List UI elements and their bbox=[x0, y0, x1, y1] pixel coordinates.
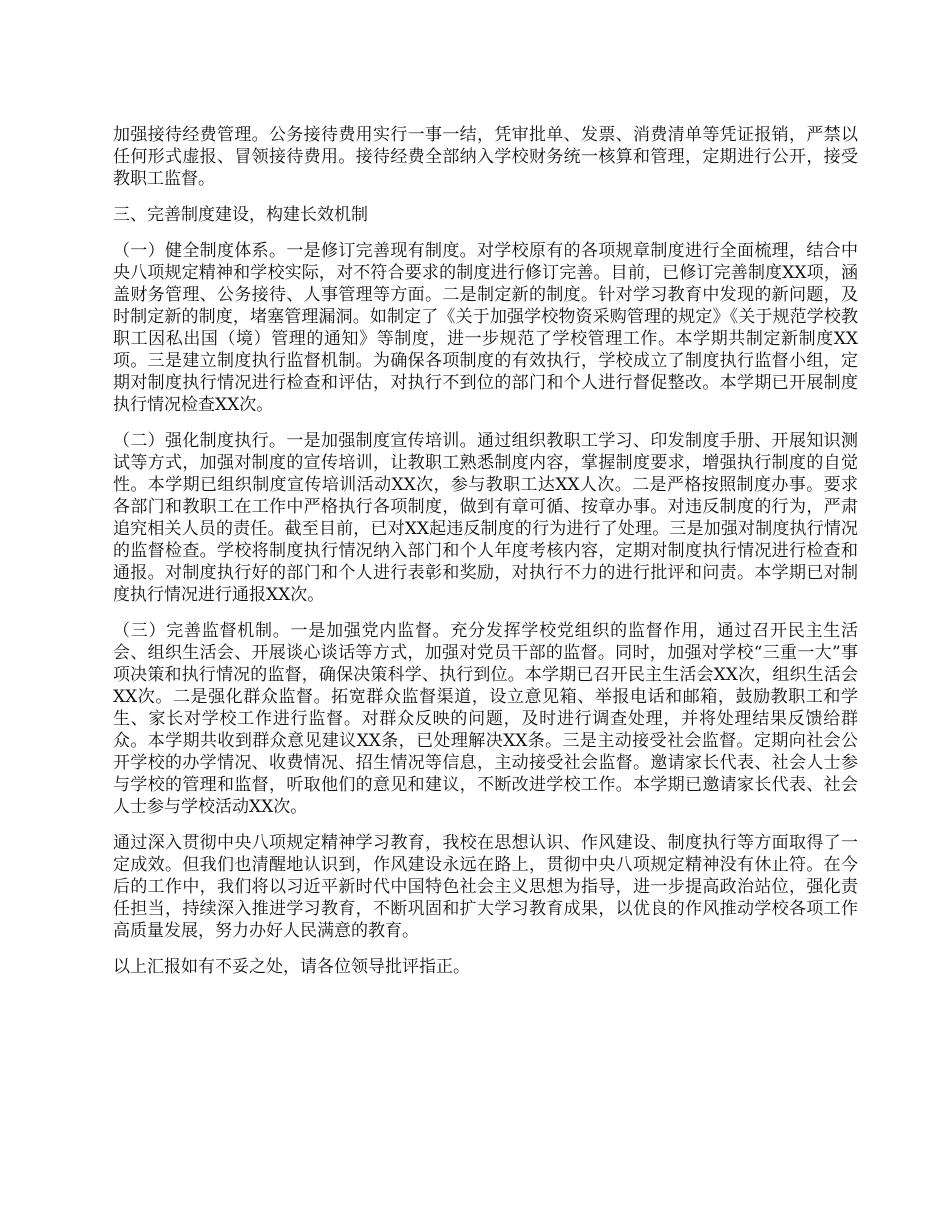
paragraph-system-execution: （二）强化制度执行。一是加强制度宣传培训。通过组织教职工学习、印发制度手册、开展知识测试等方式，加强对制度的宣传培训，让教职工熟悉制度内容，掌握制度要求，增强执行制度的自觉性。本学期已组织制度宣传培训活动XX次，参与教职工达XX人次。二是严格按照制度办事。要求各部门和教职工在工作中严格执行各项制度，做到有章可循、按章办事。对违反制度的行为，严肃追究相关人员的责任。截至目前，已对XX起违反制度的行为进行了处理。三是加强对制度执行情况的监督检查。学校将制度执行情况纳入部门和个人年度考核内容，定期对制度执行情况进行检查和通报。对制度执行好的部门和个人进行表彰和奖励，对执行不力的进行批评和问责。本学期已对制度执行情况进行通报XX次。 bbox=[113, 431, 858, 605]
paragraph-closing-remark: 以上汇报如有不妥之处，请各位领导批评指正。 bbox=[113, 957, 470, 977]
paragraph-reception-funds: 加强接待经费管理。公务接待费用实行一事一结，凭审批单、发票、消费清单等凭证报销，严禁以任何形式虚报、冒领接待费用。接待经费全部纳入学校财务统一核算和管理，定期进行公开，接受教职工监督。 bbox=[113, 125, 858, 189]
paragraph-conclusion: 通过深入贯彻中央八项规定精神学习教育，我校在思想认识、作风建设、制度执行等方面取得了一定成效。但我们也清醒地认识到，作风建设永远在路上，贯彻中央八项规定精神没有休止符。在今后的工作中，我们将以习近平新时代中国特色社会主义思想为指导，进一步提高政治站位，强化责任担当，持续深入推进学习教育，不断巩固和扩大学习教育成果，以优良的作风推动学校各项工作高质量发展，努力办好人民满意的教育。 bbox=[113, 833, 858, 941]
paragraph-supervision-mechanism: （三）完善监督机制。一是加强党内监督。充分发挥学校党组织的监督作用，通过召开民主生活会、组织生活会、开展谈心谈话等方式，加强对党员干部的监督。同时，加强对学校“三重一大”事项决策和执行情况的监督，确保决策科学、执行到位。本学期已召开民主生活会XX次，组织生活会XX次。二是强化群众监督。拓宽群众监督渠道，设立意见箱、举报电话和邮箱，鼓励教职工和学生、家长对学校工作进行监督。对群众反映的问题，及时进行调查处理，并将处理结果反馈给群众。本学期共收到群众意见建议XX条，已处理解决XX条。三是主动接受社会监督。定期向社会公开学校的办学情况、收费情况、招生情况等信息，主动接受社会监督。邀请家长代表、社会人士参与学校的管理和监督，听取他们的意见和建议，不断改进学校工作。本学期已邀请家长代表、社会人士参与学校活动XX次。 bbox=[113, 621, 858, 817]
paragraph-system-improvement: （一）健全制度体系。一是修订完善现有制度。对学校原有的各项规章制度进行全面梳理，结合中央八项规定精神和学校实际，对不符合要求的制度进行修订完善。目前，已修订完善制度XX项，涵盖财务管理、公务接待、人事管理等方面。二是制定新的制度。针对学习教育中发现的新问题，及时制定新的制度，堵塞管理漏洞。如制定了《关于加强学校物资采购管理的规定》《关于规范学校教职工因私出国（境）管理的通知》等制度，进一步规范了学校管理工作。本学期共制定新制度XX项。三是建立制度执行监督机制。为确保各项制度的有效执行，学校成立了制度执行监督小组，定期对制度执行情况进行检查和评估，对执行不到位的部门和个人进行督促整改。本学期已开展制度执行情况检查XX次。 bbox=[113, 241, 858, 415]
section-heading-institution-building: 三、完善制度建设，构建长效机制 bbox=[113, 205, 368, 225]
